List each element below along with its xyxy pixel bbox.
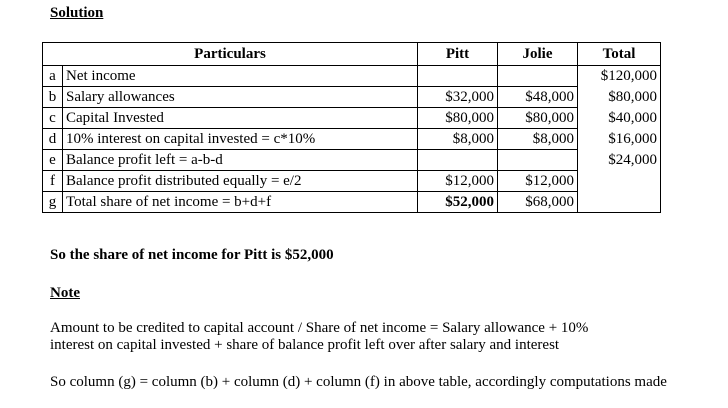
table-row xyxy=(43,66,661,87)
header-particulars: Particulars xyxy=(43,43,418,66)
table-row xyxy=(43,108,661,129)
row-particular: Balance profit left = a-b-d xyxy=(63,150,418,171)
income-share-table xyxy=(42,42,661,213)
row-letter: d xyxy=(43,129,63,150)
row-letter: g xyxy=(43,192,63,213)
header-total: Total xyxy=(578,43,661,66)
table-row xyxy=(43,87,661,108)
note-text: Amount to be credited to capital account / Share of net income = Salary allowance + 10% interest on capital invested + share of balance profit left over after salary and interest xyxy=(50,320,589,353)
row-letter: f xyxy=(43,171,63,192)
cell-pitt xyxy=(418,150,498,171)
cell-jolie xyxy=(498,150,578,171)
cell-total: $16,000 xyxy=(578,129,661,150)
row-particular: Total share of net income = b+d+f xyxy=(63,192,418,213)
cell-total: $24,000 xyxy=(578,150,661,171)
cell-pitt: $8,000 xyxy=(418,129,498,150)
table-row xyxy=(43,171,661,192)
table-row xyxy=(43,129,661,150)
cell-total: $40,000 xyxy=(578,108,661,129)
cell-jolie: $48,000 xyxy=(498,87,578,108)
cell-pitt: $80,000 xyxy=(418,108,498,129)
cell-pitt: $52,000 xyxy=(418,192,498,213)
cell-total xyxy=(578,171,661,192)
note-heading: Note xyxy=(50,285,80,301)
row-particular: 10% interest on capital invested = c*10% xyxy=(63,129,418,150)
cell-jolie xyxy=(498,66,578,87)
header-jolie: Jolie xyxy=(498,43,578,66)
table-row xyxy=(43,150,661,171)
cell-total xyxy=(578,192,661,213)
table-header-row xyxy=(43,43,661,66)
cell-pitt xyxy=(418,66,498,87)
row-letter: b xyxy=(43,87,63,108)
table-row xyxy=(43,192,661,213)
cell-jolie: $12,000 xyxy=(498,171,578,192)
row-particular: Capital Invested xyxy=(63,108,418,129)
solution-heading: Solution xyxy=(50,5,104,21)
row-letter: e xyxy=(43,150,63,171)
row-letter: c xyxy=(43,108,63,129)
conclusion-text: So the share of net income for Pitt is $52,000 xyxy=(50,247,334,263)
row-particular: Balance profit distributed equally = e/2 xyxy=(63,171,418,192)
cell-pitt: $32,000 xyxy=(418,87,498,108)
row-letter: a xyxy=(43,66,63,87)
cell-jolie: $80,000 xyxy=(498,108,578,129)
column-explanation-text: So column (g) = column (b) + column (d) + column (f) in above table, accordingly computations made xyxy=(50,374,667,390)
cell-total: $80,000 xyxy=(578,87,661,108)
cell-total: $120,000 xyxy=(578,66,661,87)
row-particular: Salary allowances xyxy=(63,87,418,108)
header-pitt: Pitt xyxy=(418,43,498,66)
cell-jolie: $68,000 xyxy=(498,192,578,213)
row-particular: Net income xyxy=(63,66,418,87)
cell-jolie: $8,000 xyxy=(498,129,578,150)
cell-pitt: $12,000 xyxy=(418,171,498,192)
